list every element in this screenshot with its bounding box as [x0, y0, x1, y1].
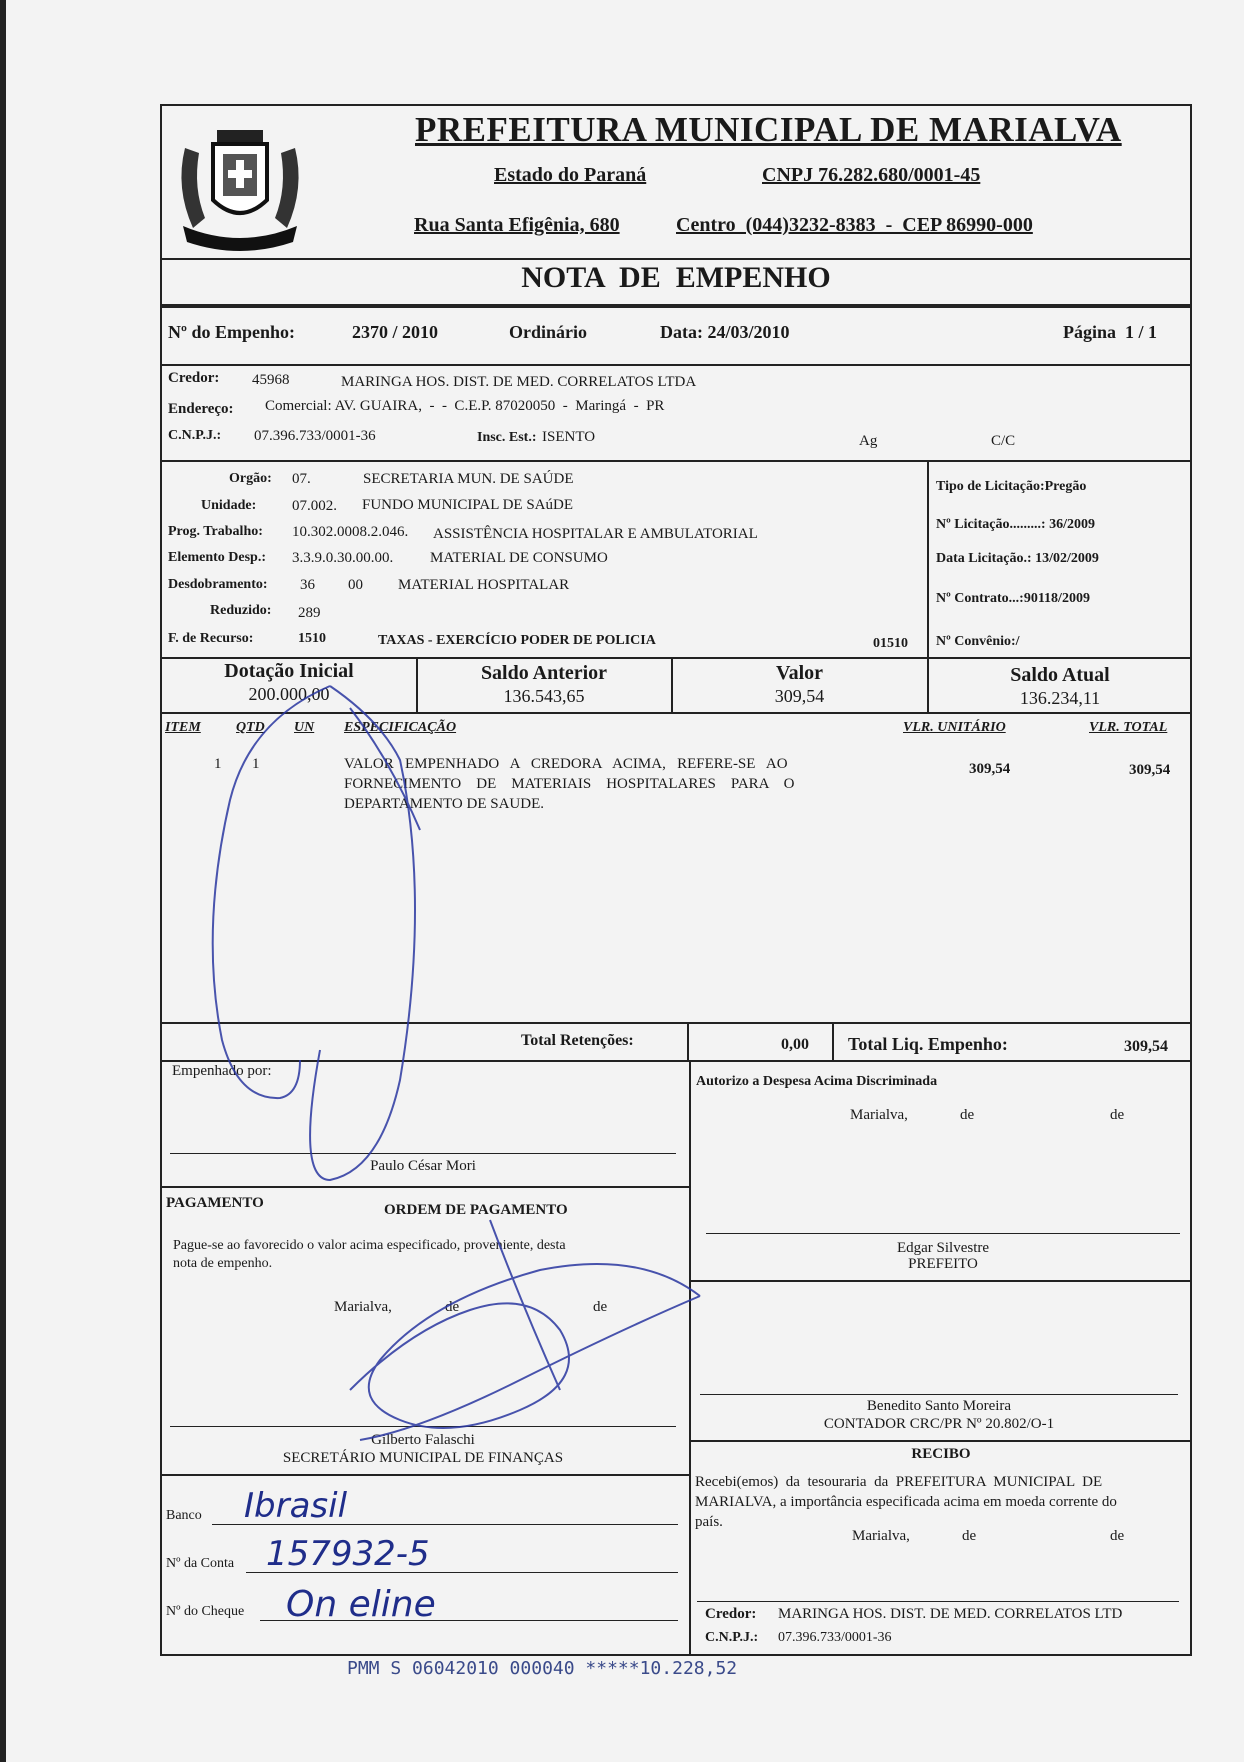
valor-value: 309,54 — [774, 686, 825, 706]
cc-label: C/C — [991, 433, 1016, 449]
credor-address: Comercial: AV. GUAIRA, - - C.E.P. 87020050 - Maringá - PR — [265, 398, 665, 414]
secretario-role: SECRETÁRIO MUNICIPAL DE FINANÇAS — [282, 1450, 564, 1466]
orgao-name: SECRETARIA MUN. DE SAÚDE — [363, 471, 574, 487]
reduzido-value: 289 — [298, 605, 321, 621]
saldo-atual-value: 136.234,11 — [1019, 688, 1101, 708]
retencoes-label: Total Retenções: — [521, 1032, 634, 1049]
recibo-cnpj-label: C.N.P.J.: — [705, 1630, 759, 1645]
municipality-title: PREFEITURA MUNICIPAL DE MARIALVA — [415, 110, 1122, 149]
col-vlr-unitario: VLR. UNITÁRIO — [903, 720, 1006, 735]
credor-label: Credor: — [168, 370, 220, 386]
contador-role: CONTADOR CRC/PR Nº 20.802/O-1 — [823, 1416, 1055, 1432]
recurso-name: TAXAS - EXERCÍCIO PODER DE POLICIA — [378, 633, 656, 648]
liquido-label: Total Liq. Empenho: — [848, 1034, 1008, 1054]
autorizo-de1: de — [960, 1107, 975, 1123]
prefeito-name: Edgar Silvestre — [896, 1240, 990, 1256]
valor-label: Valor — [775, 662, 824, 684]
item-unit-value: 309,54 — [969, 761, 1011, 777]
item-desc-line2: FORNECIMENTO DE MATERIAIS HOSPITALARES PARA O — [344, 776, 795, 792]
elemento-name: MATERIAL DE CONSUMO — [430, 550, 608, 566]
unidade-label: Unidade: — [201, 498, 257, 513]
pagamento-city: Marialva, — [334, 1299, 392, 1315]
col-item: ITEM — [165, 720, 201, 735]
empenho-type: Ordinário — [509, 322, 588, 342]
col-qtd: QTD — [236, 720, 265, 735]
empenho-number: 2370 / 2010 — [352, 322, 439, 342]
recibo-label: RECIBO — [911, 1446, 971, 1462]
empenho-number-label: Nº do Empenho: — [168, 322, 295, 342]
conta-label: Nº da Conta — [166, 1556, 235, 1571]
item-number: 1 — [214, 756, 222, 772]
contract-number: Nº Contrato...:90118/2009 — [936, 591, 1090, 606]
pagamento-text-line1: Pague-se ao favorecido o valor acima especificado, proveniente, desta — [173, 1238, 566, 1253]
unidade-code: 07.002. — [292, 498, 337, 514]
dotacao-label: Dotação Inicial — [224, 660, 354, 682]
item-desc-line1: VALOR EMPENHADO A CREDORA ACIMA, REFERE-SE AO — [344, 756, 788, 772]
saldo-anterior-value: 136.543,65 — [503, 686, 585, 706]
saldo-atual-label: Saldo Atual — [1010, 664, 1110, 686]
licitacao-type: Tipo de Licitação:Pregão — [936, 479, 1087, 494]
autorizo-de2: de — [1110, 1107, 1125, 1123]
item-total-value: 309,54 — [1129, 762, 1171, 778]
reduzido-label: Reduzido: — [210, 603, 272, 618]
recibo-text-line3: país. — [695, 1514, 723, 1530]
cheque-label: Nº do Cheque — [166, 1604, 245, 1619]
elemento-label: Elemento Desp.: — [168, 550, 266, 565]
orgao-label: Orgão: — [229, 471, 272, 486]
liquido-value: 309,54 — [1124, 1038, 1168, 1055]
col-un: UN — [294, 720, 315, 735]
desdob-a: 36 — [300, 577, 315, 593]
recurso-right-code: 01510 — [873, 636, 908, 651]
autorizo-city: Marialva, — [850, 1107, 908, 1123]
contador-name: Benedito Santo Moreira — [866, 1398, 1012, 1414]
document-title: NOTA DE EMPENHO — [521, 261, 831, 294]
credor-cnpj: 07.396.733/0001-36 — [254, 428, 376, 444]
recibo-de2: de — [1110, 1528, 1125, 1544]
pagamento-de1: de — [445, 1299, 460, 1315]
autorizo-label: Autorizo a Despesa Acima Discriminada — [696, 1074, 938, 1089]
ag-label: Ag — [859, 433, 878, 449]
empenho-date: Data: 24/03/2010 — [660, 322, 790, 342]
pagamento-de2: de — [593, 1299, 608, 1315]
banco-handwritten: Ibrasil — [244, 1486, 348, 1526]
cnpj-label: C.N.P.J.: — [168, 428, 222, 443]
recibo-de1: de — [962, 1528, 977, 1544]
prog-label: Prog. Trabalho: — [168, 524, 263, 539]
pagamento-text-line2: nota de empenho. — [173, 1256, 273, 1271]
banco-label: Banco — [166, 1508, 202, 1523]
authentication-stamp: PMM S 06042010 000040 *****10.228,52 — [347, 1658, 738, 1679]
credor-code: 45968 — [252, 372, 290, 388]
street-address: Rua Santa Efigênia, 680 — [414, 214, 620, 236]
recibo-city: Marialva, — [852, 1528, 910, 1544]
prefeito-role: PREFEITO — [908, 1256, 978, 1272]
item-desc-line3: DEPARTAMENTO DE SAUDE. — [344, 796, 544, 812]
recurso-label: F. de Recurso: — [168, 631, 254, 646]
conta-handwritten: 157932-5 — [266, 1534, 430, 1574]
desdob-b: 00 — [348, 577, 363, 593]
state-label: Estado do Paraná — [494, 164, 647, 186]
saldo-anterior-label: Saldo Anterior — [480, 662, 608, 684]
recibo-text-line1: Recebi(emos) da tesouraria da PREFEITURA MUNICIPAL DE — [695, 1474, 1103, 1490]
empenhado-name: Paulo César Mori — [370, 1158, 476, 1174]
recibo-cnpj: 07.396.733/0001-36 — [778, 1630, 892, 1645]
prog-code: 10.302.0008.2.046. — [292, 524, 409, 540]
address-label: Endereço: — [168, 401, 234, 417]
prog-name: ASSISTÊNCIA HOSPITALAR E AMBULATORIAL — [433, 526, 758, 542]
licitacao-number: Nº Licitação.........: 36/2009 — [936, 517, 1095, 532]
municipality-cnpj: CNPJ 76.282.680/0001-45 — [762, 164, 981, 186]
col-especificacao: ESPECIFICAÇÃO — [344, 720, 457, 735]
desdob-label: Desdobramento: — [168, 577, 268, 592]
dotacao-value: 200.000,00 — [248, 684, 330, 704]
unidade-name: FUNDO MUNICIPAL DE SAúDE — [362, 497, 573, 513]
retencoes-value: 0,00 — [781, 1036, 809, 1053]
page-number: Página 1 / 1 — [1063, 322, 1158, 342]
insc-value: ISENTO — [542, 429, 596, 445]
item-qtd: 1 — [252, 756, 260, 772]
orgao-code: 07. — [292, 471, 311, 487]
cheque-handwritten: On eline — [286, 1584, 436, 1625]
col-vlr-total: VLR. TOTAL — [1089, 720, 1168, 735]
licitacao-date: Data Licitação.: 13/02/2009 — [936, 551, 1099, 566]
recibo-credor-label: Credor: — [705, 1606, 757, 1622]
desdob-name: MATERIAL HOSPITALAR — [398, 577, 570, 593]
credor-name: MARINGA HOS. DIST. DE MED. CORRELATOS LTDA — [341, 374, 697, 390]
secretario-name: Gilberto Falaschi — [371, 1432, 475, 1448]
pagamento-label: PAGAMENTO — [166, 1195, 264, 1211]
recibo-credor-name: MARINGA HOS. DIST. DE MED. CORRELATOS LTD — [778, 1606, 1123, 1622]
convenio-number: Nº Convênio:/ — [936, 634, 1020, 649]
elemento-code: 3.3.9.0.30.00.00. — [292, 550, 394, 566]
address-contact: Centro (044)3232-8383 - CEP 86990-000 — [676, 214, 1033, 236]
empenhado-label: Empenhado por: — [172, 1063, 272, 1079]
ordem-pagamento-label: ORDEM DE PAGAMENTO — [384, 1202, 568, 1218]
insc-label: Insc. Est.: — [477, 430, 537, 445]
recibo-text-line2: MARIALVA, a importância especificada acima em moeda corrente do — [695, 1494, 1117, 1510]
recurso-code: 1510 — [298, 631, 326, 646]
